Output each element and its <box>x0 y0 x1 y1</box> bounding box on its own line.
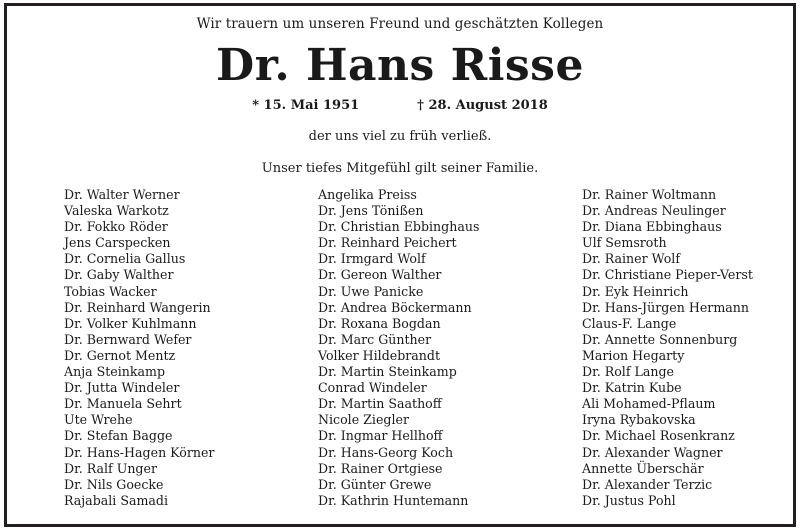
signatory-name: Ali Mohamed-Pflaum <box>582 396 716 412</box>
signatory-name: Dr. Stefan Bagge <box>64 428 173 444</box>
signatory-name: Ulf Semsroth <box>582 235 667 251</box>
signatory-name: Dr. Rolf Lange <box>582 364 674 380</box>
signatory-name: Dr. Kathrin Huntemann <box>318 492 469 508</box>
death-date: † 28. August 2018 <box>417 98 548 113</box>
birth-date: * 15. Mai 1951 <box>252 98 360 113</box>
signatory-name: Anja Steinkamp <box>64 364 166 380</box>
subtitle-text: der uns viel zu früh verließ. <box>308 129 492 144</box>
signatory-name: Angelika Preiss <box>318 187 417 202</box>
signatory-name: Dr. Alexander Terzic <box>582 476 713 492</box>
signatory-name: Dr. Gereon Walther <box>318 267 442 283</box>
signatory-name: Dr. Hans-Hagen Körner <box>64 444 215 460</box>
signatory-name: Dr. Gernot Mentz <box>64 347 176 363</box>
signatory-name: Dr. Christian Ebbinghaus <box>318 219 480 235</box>
signatory-name: Dr. Rainer Ortgiese <box>318 460 443 476</box>
signatory-name: Jens Carspecken <box>64 235 171 251</box>
signatory-name: Dr. Uwe Panicke <box>318 283 424 299</box>
condolence-text: Unser tiefes Mitgefühl gilt seiner Familie. <box>261 161 539 176</box>
signatory-name: Dr. Hans-Georg Koch <box>318 444 454 460</box>
signatory-name: Dr. Annette Sonnenburg <box>582 331 738 347</box>
signatory-name: Volker Hildebrandt <box>318 347 441 363</box>
signatories-column-1 <box>64 187 214 509</box>
signatory-name: Dr. Reinhard Peichert <box>318 235 457 251</box>
signatory-name: Annette Überschär <box>582 460 704 476</box>
signatory-name: Marion Hegarty <box>582 347 685 363</box>
signatories-column-3 <box>582 187 753 509</box>
signatory-name: Dr. Ingmar Hellhoff <box>318 428 443 444</box>
signatories-column-2 <box>318 187 479 509</box>
signatory-name: Dr. Cornelia Gallus <box>64 251 186 267</box>
signatory-name: Dr. Manuela Sehrt <box>64 396 182 412</box>
signatory-name: Valeska Warkotz <box>64 203 169 219</box>
signatory-name: Dr. Walter Werner <box>64 187 180 202</box>
signatory-name: Dr. Bernward Wefer <box>64 331 192 347</box>
signatory-name: Iryna Rybakovska <box>582 412 696 428</box>
signatory-name: Nicole Ziegler <box>318 412 409 428</box>
signatory-name: Dr. Reinhard Wangerin <box>64 299 211 315</box>
signatory-name: Dr. Alexander Wagner <box>582 444 723 460</box>
signatory-name: Dr. Marc Günther <box>318 331 432 347</box>
signatory-name: Dr. Michael Rosenkranz <box>582 428 735 444</box>
signatory-name: Dr. Diana Ebbinghaus <box>582 219 722 235</box>
signatory-name: Dr. Irmgard Wolf <box>318 251 426 267</box>
signatory-name: Dr. Günter Grewe <box>318 476 432 492</box>
signatory-name: Ute Wrehe <box>64 412 133 428</box>
signatory-name: Dr. Andrea Böckermann <box>318 299 472 315</box>
signatory-name: Dr. Nils Goecke <box>64 476 164 492</box>
intro-text: Wir trauern um unseren Freund und geschätzten Kollegen <box>196 16 604 32</box>
signatory-name: Dr. Martin Steinkamp <box>318 364 457 380</box>
signatory-name: Dr. Christiane Pieper-Verst <box>582 267 753 283</box>
signatory-name: Dr. Eyk Heinrich <box>582 283 689 299</box>
signatory-name: Dr. Justus Pohl <box>582 492 676 508</box>
signatory-name: Dr. Jens Tönißen <box>318 203 424 219</box>
deceased-name: Dr. Hans Risse <box>216 40 584 91</box>
signatory-name: Tobias Wacker <box>64 283 157 299</box>
signatory-name: Dr. Fokko Röder <box>64 219 168 235</box>
signatory-name: Rajabali Samadi <box>64 492 168 508</box>
signatory-name: Dr. Hans-Jürgen Hermann <box>582 299 749 315</box>
signatory-name: Dr. Rainer Woltmann <box>582 187 717 202</box>
signatory-name: Dr. Roxana Bogdan <box>318 315 441 331</box>
signatory-name: Claus-F. Lange <box>582 315 677 331</box>
life-dates <box>0 98 800 113</box>
signatory-name: Dr. Ralf Unger <box>64 460 157 476</box>
signatory-name: Dr. Katrin Kube <box>582 380 682 396</box>
signatory-name: Dr. Andreas Neulinger <box>582 203 726 219</box>
signatory-name: Dr. Rainer Wolf <box>582 251 680 267</box>
signatory-name: Dr. Martin Saathoff <box>318 396 442 412</box>
signatory-name: Conrad Windeler <box>318 380 427 396</box>
signatory-name: Dr. Gaby Walther <box>64 267 174 283</box>
signatory-name: Dr. Volker Kuhlmann <box>64 315 197 331</box>
signatory-name: Dr. Jutta Windeler <box>64 380 180 396</box>
